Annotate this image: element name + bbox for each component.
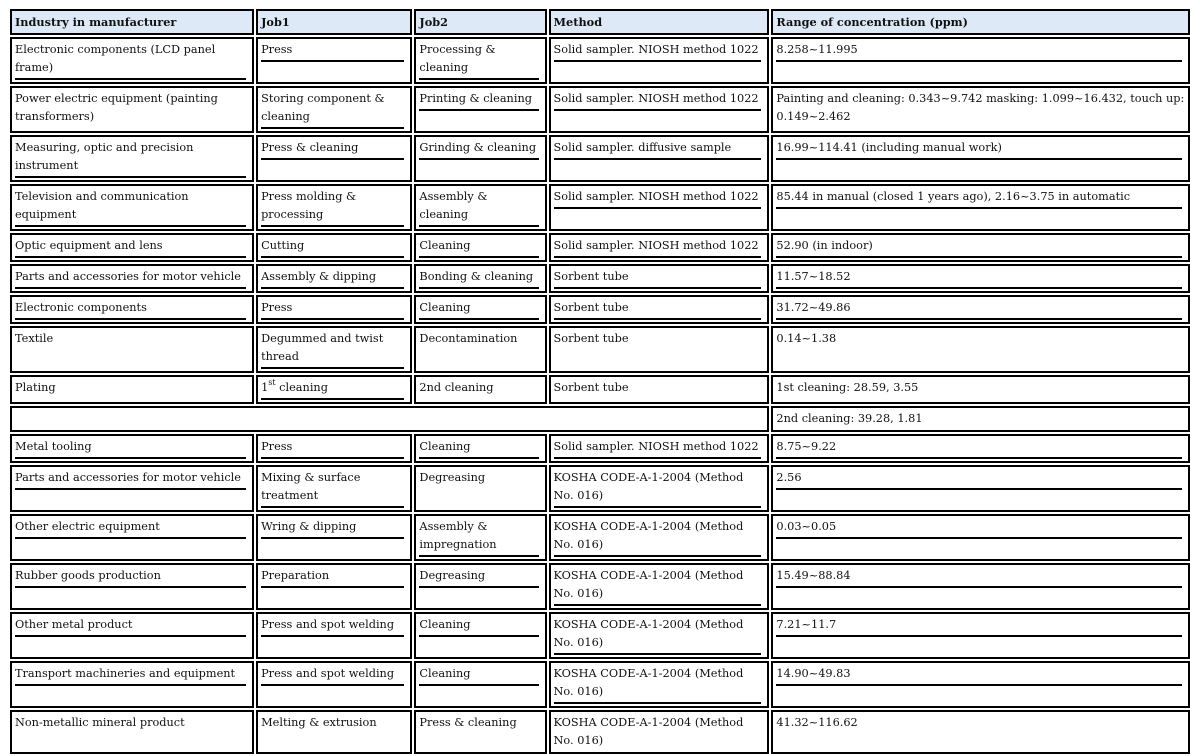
range-cell: 11.57~18.52 xyxy=(771,264,1190,293)
job2-cell: Printing & cleaning xyxy=(414,86,546,133)
job1-cell: Preparation xyxy=(256,563,412,610)
job1-cell: Press molding & processing xyxy=(256,184,412,231)
range-cell: 1st cleaning: 28.59, 3.55 xyxy=(771,375,1190,404)
table-row xyxy=(10,264,1190,293)
job1-cell: Press xyxy=(256,434,412,463)
range-cell: 7.21~11.7 xyxy=(771,612,1190,659)
job2-cell: Bonding & cleaning xyxy=(414,264,546,293)
header-industry: Industry in manufacturer xyxy=(10,9,254,35)
table-row xyxy=(10,434,1190,463)
table-row xyxy=(10,86,1190,133)
job1-cell: Press xyxy=(256,37,412,84)
job2-cell: Degreasing xyxy=(414,465,546,512)
method-cell: Sorbent tube xyxy=(549,295,770,324)
method-cell: Sorbent tube xyxy=(549,264,770,293)
table-row xyxy=(10,326,1190,373)
method-cell: KOSHA CODE-A-1-2004 (Method No. 016) xyxy=(549,563,770,610)
table-row xyxy=(10,375,1190,404)
job2-cell: Cleaning xyxy=(414,295,546,324)
table-row xyxy=(10,710,1190,754)
industry-cell: Other electric equipment xyxy=(10,514,254,561)
method-cell: KOSHA CODE-A-1-2004 (Method No. 016) xyxy=(549,661,770,708)
header-method: Method xyxy=(549,9,770,35)
industry-cell: Parts and accessories for motor vehicle xyxy=(10,465,254,512)
industry-cell: Textile xyxy=(10,326,254,373)
industry-cell: Electronic components (LCD panel frame) xyxy=(10,37,254,84)
job1-cell: 1st cleaning xyxy=(256,375,412,404)
table-row xyxy=(10,661,1190,708)
header-job1: Job1 xyxy=(256,9,412,35)
method-cell: Solid sampler. NIOSH method 1022 xyxy=(549,37,770,84)
method-cell: Sorbent tube xyxy=(549,375,770,404)
table-row xyxy=(10,135,1190,182)
industry-cell: Optic equipment and lens xyxy=(10,233,254,262)
method-cell: KOSHA CODE-A-1-2004 (Method No. 016) xyxy=(549,710,770,754)
header-range: Range of concentration (ppm) xyxy=(771,9,1190,35)
range-cell: 31.72~49.86 xyxy=(771,295,1190,324)
job2-cell: Decontamination xyxy=(414,326,546,373)
industry-cell: Transport machineries and equipment xyxy=(10,661,254,708)
method-cell: Solid sampler. NIOSH method 1022 xyxy=(549,233,770,262)
industry-cell: Television and communication equipment xyxy=(10,184,254,231)
empty-cell xyxy=(10,406,769,432)
job1-cell: Press and spot welding xyxy=(256,612,412,659)
job2-cell: Assembly & cleaning xyxy=(414,184,546,231)
industry-cell: Other metal product xyxy=(10,612,254,659)
header-job2: Job2 xyxy=(414,9,546,35)
job1-cell: Press & cleaning xyxy=(256,135,412,182)
range-cell: 2.56 xyxy=(771,465,1190,512)
job1-cell: Storing component & cleaning xyxy=(256,86,412,133)
industry-cell: Plating xyxy=(10,375,254,404)
job2-cell: Cleaning xyxy=(414,661,546,708)
range-cell: 15.49~88.84 xyxy=(771,563,1190,610)
table-row xyxy=(10,406,1190,432)
range-cell: Painting and cleaning: 0.343~9.742 masking: 1.099~16.432, touch up: 0.149~2.462 xyxy=(771,86,1190,133)
header-row xyxy=(10,9,1190,35)
job1-cell: Press xyxy=(256,295,412,324)
industry-cell: Metal tooling xyxy=(10,434,254,463)
table-row xyxy=(10,465,1190,512)
job2-cell: Press & cleaning xyxy=(414,710,546,754)
method-cell: KOSHA CODE-A-1-2004 (Method No. 016) xyxy=(549,465,770,512)
job2-cell: Assembly & impregnation xyxy=(414,514,546,561)
range-cell: 52.90 (in indoor) xyxy=(771,233,1190,262)
job2-cell: Processing & cleaning xyxy=(414,37,546,84)
table-row xyxy=(10,295,1190,324)
job2-cell: 2nd cleaning xyxy=(414,375,546,404)
table-row xyxy=(10,233,1190,262)
industry-cell: Measuring, optic and precision instrument xyxy=(10,135,254,182)
method-cell: Solid sampler. NIOSH method 1022 xyxy=(549,86,770,133)
job1-cell: Assembly & dipping xyxy=(256,264,412,293)
job1-cell: Mixing & surface treatment xyxy=(256,465,412,512)
range-cell: 14.90~49.83 xyxy=(771,661,1190,708)
industry-cell: Parts and accessories for motor vehicle xyxy=(10,264,254,293)
table-row xyxy=(10,563,1190,610)
range-cell: 0.03~0.05 xyxy=(771,514,1190,561)
method-cell: Solid sampler. NIOSH method 1022 xyxy=(549,434,770,463)
range-cell: 8.75~9.22 xyxy=(771,434,1190,463)
table-row xyxy=(10,514,1190,561)
job1-cell: Cutting xyxy=(256,233,412,262)
job1-cell: Degummed and twist thread xyxy=(256,326,412,373)
range-cell: 8.258~11.995 xyxy=(771,37,1190,84)
job2-cell: Cleaning xyxy=(414,434,546,463)
industry-cell: Power electric equipment (painting transformers) xyxy=(10,86,254,133)
method-cell: KOSHA CODE-A-1-2004 (Method No. 016) xyxy=(549,612,770,659)
method-cell: Solid sampler. NIOSH method 1022 xyxy=(549,184,770,231)
industry-cell: Electronic components xyxy=(10,295,254,324)
range-cell: 85.44 in manual (closed 1 years ago), 2.16~3.75 in automatic xyxy=(771,184,1190,231)
job1-cell: Melting & extrusion xyxy=(256,710,412,754)
method-cell: KOSHA CODE-A-1-2004 (Method No. 016) xyxy=(549,514,770,561)
range-cell: 16.99~114.41 (including manual work) xyxy=(771,135,1190,182)
method-cell: Sorbent tube xyxy=(549,326,770,373)
table-row xyxy=(10,37,1190,84)
job2-cell: Degreasing xyxy=(414,563,546,610)
range-cell: 2nd cleaning: 39.28, 1.81 xyxy=(771,406,1190,432)
method-cell: Solid sampler. diffusive sample xyxy=(549,135,770,182)
range-cell: 41.32~116.62 xyxy=(771,710,1190,754)
table-row xyxy=(10,184,1190,231)
job2-cell: Cleaning xyxy=(414,233,546,262)
industry-cell: Rubber goods production xyxy=(10,563,254,610)
industry-cell: Non-metallic mineral product xyxy=(10,710,254,754)
concentration-table xyxy=(8,7,1192,756)
range-cell: 0.14~1.38 xyxy=(771,326,1190,373)
job1-cell: Press and spot welding xyxy=(256,661,412,708)
job2-cell: Cleaning xyxy=(414,612,546,659)
job2-cell: Grinding & cleaning xyxy=(414,135,546,182)
job1-cell: Wring & dipping xyxy=(256,514,412,561)
table-row xyxy=(10,612,1190,659)
